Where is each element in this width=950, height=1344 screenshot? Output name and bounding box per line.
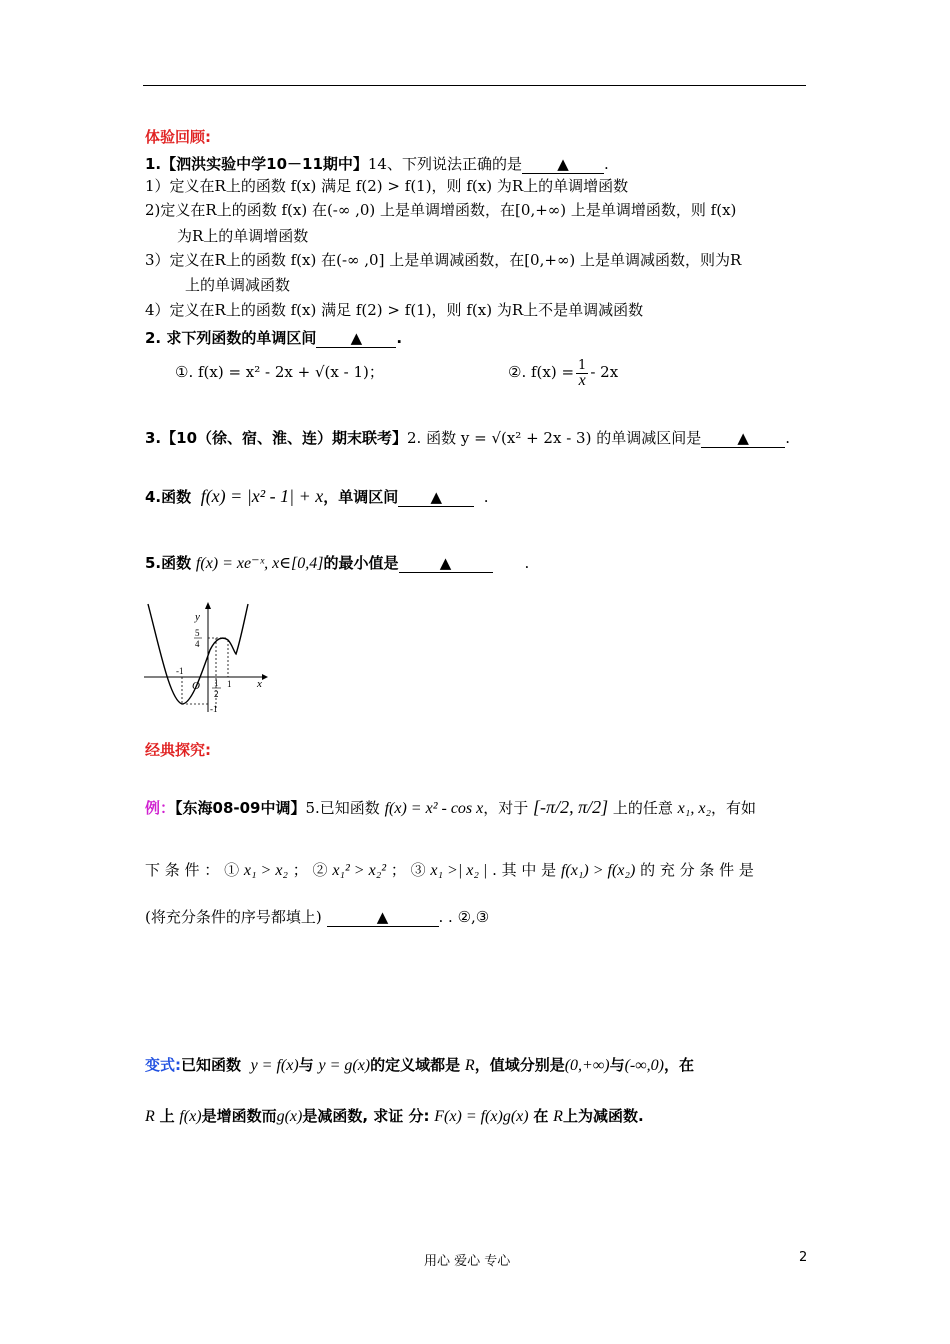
section-explore-title: 经典探究: [145,741,211,759]
question-3: 3.【10（徐、宿、淮、连）期末联考】2. 函数 y = √(x² + 2x - 3) 的单调减区间是 ▲ . [145,429,790,447]
tick-neg1-left: -1 [176,666,184,676]
answer-blank: ▲ [398,488,474,507]
answer-blank: ▲ [327,908,439,927]
x-axis-arrow [262,674,268,680]
label-y: y [195,611,200,623]
q1-option-3: 3）定义在R上的函数 f(x) 在(-∞ ,0] 上是单调减函数，在[0,+∞) 上是单调减函数，则为R [145,251,742,269]
q1-option-2: 2)定义在R上的函数 f(x) 在(-∞ ,0) 上是单调增函数，在[0,+∞) 上是单调增函数，则 f(x) [145,201,737,219]
tick-54-num: 5 [195,628,200,638]
q2-function-1: ①. f(x) = x² - 2x + √(x - 1)； [175,363,384,381]
question-4: 4.函数 f(x) = |x² - 1| + x，单调区间 ▲ . [145,486,489,506]
section-review-title: 体验回顾: [145,128,211,146]
example-line-3: (将充分条件的序号都填上) ▲ . . ②,③ [145,908,490,926]
footer-text: 用心 爱心 专心 [424,1254,511,1269]
answer-blank: ▲ [316,329,396,348]
tick-half-num: 1 [214,678,219,688]
tick-54-den: 4 [195,639,200,649]
answer-blank: ▲ [399,554,493,573]
q1-option-2-cont: 为R上的单调增函数 [177,227,309,245]
q1-option-3-cont: 上的单调减函数 [185,276,291,294]
tick-half-den: 2 [214,689,219,699]
q1-option-1: 1）定义在R上的函数 f(x) 满足 f(2) > f(1)，则 f(x) 为R上的单调增函数 [145,177,629,195]
answer-blank: ▲ [522,155,604,174]
header-rule [143,85,806,86]
question-5: 5.函数 f(x) = xe⁻ˣ, x∈[0,4]的最小值是 ▲ . [145,554,530,572]
question-2: 2. 求下列函数的单调区间 ▲ . [145,329,403,347]
label-origin: O [192,680,200,692]
example-line-2: 下 条 件 ： ① x₁ > x₂ ； ② x₁² > x₂² ； ③ x₁ >| x₂ | . 其 中 是 f(x₁) > f(x₂) 的 充 分 条 件 是 [145,861,754,879]
q1-option-4: 4）定义在R上的函数 f(x) 满足 f(2) > f(1)，则 f(x) 为R上不是单调减函数 [145,301,644,319]
tick-one: 1 [227,679,232,689]
page-number: 2 [799,1250,808,1265]
q2-function-2: ②. f(x) = $\frac{1}{x}$ - 2x [508,357,619,389]
y-axis-arrow [205,602,211,609]
variant-line-1: 变式:已知函数 y = f(x)与 y = g(x)的定义域都是 R，值域分别是(0,+∞)与(-∞,0)，在 [145,1056,694,1074]
label-x: x [257,678,262,690]
answer-blank: ▲ [701,429,785,448]
function-graph [140,600,270,718]
question-1: 1.【泗洪实验中学10－11期中】14、下列说法正确的是 ▲ . [145,155,609,173]
fraction: $\frac{1}{x}$ [578,357,587,389]
example-line-1: 例：【东海08-09中调】5.已知函数 f(x) = x² - cos x，对于 [-π/2, π/2] 上的任意 x₁, x₂，有如 [145,797,757,817]
variant-line-2: R 上 f(x)是增函数而g(x)是减函数, 求证 分: F(x) = f(x)g(x) 在 R上为减函数. [145,1107,644,1125]
tick-neg1-bottom: -1 [210,704,218,714]
